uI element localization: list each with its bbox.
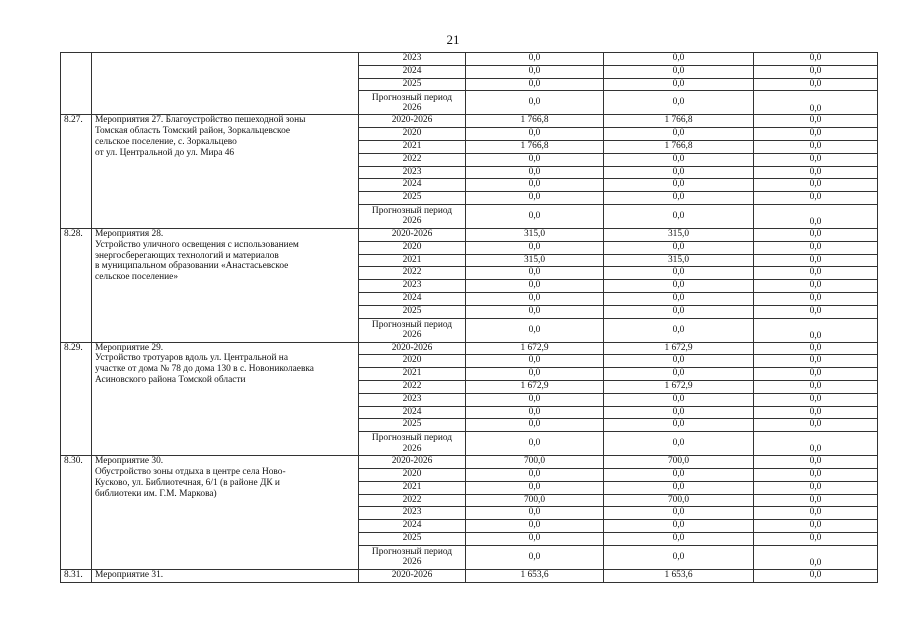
value-cell-1: 0,0	[466, 305, 604, 318]
table-row	[61, 342, 878, 355]
value-cell-1: 0,0	[466, 91, 604, 115]
value-cell-2: 0,0	[604, 318, 754, 342]
value-cell-1: 315,0	[466, 254, 604, 267]
value-cell-2: 0,0	[604, 204, 754, 228]
activity-title-line: Обустройство зоны отдыха в центре села Ново-	[95, 466, 286, 477]
value-cell-1: 0,0	[466, 65, 604, 78]
value-cell-3: 0,0	[754, 380, 878, 393]
value-cell-3: 0,0	[754, 53, 878, 66]
value-cell-3: 0,0	[754, 241, 878, 254]
value-cell-2: 0,0	[604, 520, 754, 533]
value-cell-3: 0,0	[754, 91, 878, 115]
forecast-label-line: Прогнозный период	[371, 319, 453, 330]
value-cell-2: 0,0	[604, 419, 754, 432]
value-cell-1: 0,0	[466, 545, 604, 569]
title-cell-empty	[92, 53, 359, 115]
value-cell-3: 0,0	[754, 456, 878, 469]
period-cell: 2025	[359, 78, 466, 91]
period-cell: 2020-2026	[359, 342, 466, 355]
period-forecast-cell	[359, 91, 466, 115]
value-cell-1: 1 653,6	[466, 569, 604, 582]
value-cell-2: 0,0	[604, 393, 754, 406]
value-cell-1: 0,0	[466, 393, 604, 406]
period-cell: 2025	[359, 532, 466, 545]
period-cell: 2020	[359, 355, 466, 368]
period-forecast-cell	[359, 545, 466, 569]
value-cell-2: 0,0	[604, 78, 754, 91]
value-cell-2: 1 766,8	[604, 115, 754, 128]
period-cell: 2023	[359, 280, 466, 293]
period-cell: 2023	[359, 53, 466, 66]
value-cell-3: 0,0	[754, 318, 878, 342]
period-cell: 2020	[359, 241, 466, 254]
period-cell: 2023	[359, 393, 466, 406]
value-cell-1: 0,0	[466, 355, 604, 368]
period-cell: 2020-2026	[359, 456, 466, 469]
value-cell-3: 0,0	[754, 228, 878, 241]
value-cell-1: 700,0	[466, 456, 604, 469]
value-cell-1: 0,0	[466, 192, 604, 205]
activity-title-line: Устройство тротуаров вдоль ул. Центральной на	[95, 353, 288, 364]
activity-title-line: сельское поселение, с. Зоркальцево	[95, 137, 237, 148]
activity-title	[92, 569, 359, 582]
period-cell: 2024	[359, 406, 466, 419]
table-row	[61, 53, 878, 66]
value-cell-3: 0,0	[754, 204, 878, 228]
value-cell-1: 700,0	[466, 494, 604, 507]
value-cell-3: 0,0	[754, 432, 878, 456]
period-cell: 2020-2026	[359, 115, 466, 128]
value-cell-3: 0,0	[754, 569, 878, 582]
period-cell: 2024	[359, 65, 466, 78]
value-cell-3: 0,0	[754, 532, 878, 545]
value-cell-1: 1 672,9	[466, 342, 604, 355]
value-cell-3: 0,0	[754, 520, 878, 533]
value-cell-2: 0,0	[604, 292, 754, 305]
forecast-label-line: 2026	[402, 557, 422, 568]
value-cell-1: 0,0	[466, 166, 604, 179]
activity-title	[92, 115, 359, 229]
value-cell-1: 0,0	[466, 532, 604, 545]
table-row	[61, 228, 878, 241]
period-cell: 2022	[359, 267, 466, 280]
value-cell-2: 0,0	[604, 192, 754, 205]
value-cell-1: 0,0	[466, 507, 604, 520]
value-cell-1: 0,0	[466, 179, 604, 192]
activity-title-line: Мероприятия 28.	[95, 228, 164, 239]
period-cell: 2025	[359, 419, 466, 432]
activity-title-line: Мероприятие 29.	[95, 342, 164, 353]
value-cell-1: 1 672,9	[466, 380, 604, 393]
value-cell-3: 0,0	[754, 481, 878, 494]
value-cell-2: 0,0	[604, 91, 754, 115]
value-cell-2: 0,0	[604, 305, 754, 318]
value-cell-1: 0,0	[466, 153, 604, 166]
value-cell-1: 0,0	[466, 267, 604, 280]
value-cell-3: 0,0	[754, 305, 878, 318]
value-cell-3: 0,0	[754, 342, 878, 355]
activity-title	[92, 456, 359, 570]
period-cell: 2021	[359, 368, 466, 381]
value-cell-2: 0,0	[604, 53, 754, 66]
activity-number: 8.29.	[61, 342, 92, 456]
value-cell-1: 0,0	[466, 280, 604, 293]
value-cell-3: 0,0	[754, 292, 878, 305]
value-cell-3: 0,0	[754, 128, 878, 141]
value-cell-3: 0,0	[754, 545, 878, 569]
value-cell-2: 0,0	[604, 432, 754, 456]
value-cell-2: 0,0	[604, 406, 754, 419]
value-cell-2: 0,0	[604, 355, 754, 368]
activity-title-line: энергосберегающих технологий и материалов	[95, 250, 279, 261]
activity-title-line: от ул. Центральной до ул. Мира 46	[95, 147, 235, 158]
value-cell-2: 0,0	[604, 65, 754, 78]
period-cell: 2020-2026	[359, 228, 466, 241]
value-cell-2: 1 672,9	[604, 342, 754, 355]
period-cell: 2020-2026	[359, 569, 466, 582]
value-cell-3: 0,0	[754, 254, 878, 267]
table-row	[61, 456, 878, 469]
value-cell-2: 700,0	[604, 456, 754, 469]
value-cell-1: 0,0	[466, 292, 604, 305]
value-cell-1: 0,0	[466, 520, 604, 533]
activity-number: 8.30.	[61, 456, 92, 570]
value-cell-1: 0,0	[466, 318, 604, 342]
forecast-label-line: 2026	[402, 216, 422, 227]
forecast-label-line: Прогнозный период	[371, 546, 453, 557]
value-cell-1: 0,0	[466, 128, 604, 141]
period-cell: 2025	[359, 305, 466, 318]
period-cell: 2020	[359, 128, 466, 141]
period-cell: 2021	[359, 254, 466, 267]
period-cell: 2022	[359, 494, 466, 507]
period-cell: 2025	[359, 192, 466, 205]
value-cell-2: 0,0	[604, 468, 754, 481]
value-cell-3: 0,0	[754, 468, 878, 481]
period-cell: 2024	[359, 292, 466, 305]
value-cell-3: 0,0	[754, 406, 878, 419]
value-cell-3: 0,0	[754, 166, 878, 179]
activity-title-line: Устройство уличного освещения с использованием	[95, 239, 299, 250]
value-cell-3: 0,0	[754, 192, 878, 205]
activity-title	[92, 228, 359, 342]
value-cell-1: 0,0	[466, 53, 604, 66]
value-cell-1: 315,0	[466, 228, 604, 241]
value-cell-3: 0,0	[754, 153, 878, 166]
period-forecast-cell	[359, 432, 466, 456]
forecast-label-line: 2026	[402, 443, 422, 454]
period-cell: 2020	[359, 468, 466, 481]
value-cell-2: 700,0	[604, 494, 754, 507]
value-cell-3: 0,0	[754, 368, 878, 381]
period-cell: 2023	[359, 166, 466, 179]
value-cell-2: 0,0	[604, 481, 754, 494]
activity-number: 8.28.	[61, 228, 92, 342]
forecast-label-line: Прогнозный период	[371, 433, 453, 444]
period-cell: 2023	[359, 507, 466, 520]
activity-title-line: Асиновского района Томской области	[95, 374, 246, 385]
value-cell-1: 0,0	[466, 204, 604, 228]
value-cell-2: 0,0	[604, 507, 754, 520]
value-cell-2: 0,0	[604, 241, 754, 254]
value-cell-2: 315,0	[604, 254, 754, 267]
period-cell: 2024	[359, 179, 466, 192]
activity-title-line: Мероприятие 30.	[95, 456, 164, 467]
value-cell-2: 0,0	[604, 128, 754, 141]
table-row	[61, 569, 878, 582]
value-cell-3: 0,0	[754, 65, 878, 78]
forecast-label-line: Прогнозный период	[371, 206, 453, 217]
forecast-label-line: 2026	[402, 102, 422, 113]
forecast-label-line: Прогнозный период	[371, 92, 453, 103]
value-cell-2: 0,0	[604, 153, 754, 166]
activity-title-line: Мероприятия 27. Благоустройство пешеходной зоны	[95, 115, 306, 126]
value-cell-2: 0,0	[604, 368, 754, 381]
value-cell-2: 315,0	[604, 228, 754, 241]
value-cell-3: 0,0	[754, 393, 878, 406]
number-cell-empty	[61, 53, 92, 115]
table-row	[61, 115, 878, 128]
value-cell-1: 0,0	[466, 419, 604, 432]
page-number: 21	[446, 32, 460, 47]
value-cell-3: 0,0	[754, 115, 878, 128]
value-cell-3: 0,0	[754, 355, 878, 368]
activity-title-line: библиотеки им. Г.М. Маркова)	[95, 488, 217, 499]
value-cell-1: 0,0	[466, 78, 604, 91]
value-cell-1: 1 766,8	[466, 115, 604, 128]
period-cell: 2022	[359, 153, 466, 166]
value-cell-2: 1 672,9	[604, 380, 754, 393]
activity-title-line: Кусково, ул. Библиотечная, 6/1 (в районе ДК и	[95, 477, 280, 488]
period-forecast-cell	[359, 204, 466, 228]
activity-title-line: участке от дома № 78 до дома 130 в с. Новониколаевка	[95, 364, 314, 375]
value-cell-3: 0,0	[754, 267, 878, 280]
value-cell-2: 0,0	[604, 532, 754, 545]
period-cell: 2021	[359, 481, 466, 494]
value-cell-1: 1 766,8	[466, 140, 604, 153]
value-cell-2: 0,0	[604, 179, 754, 192]
activity-number: 8.27.	[61, 115, 92, 229]
value-cell-2: 0,0	[604, 280, 754, 293]
activity-title-line: в муниципальном образовании «Анастасьевское	[95, 261, 289, 272]
value-cell-2: 0,0	[604, 267, 754, 280]
value-cell-2: 1 766,8	[604, 140, 754, 153]
value-cell-3: 0,0	[754, 179, 878, 192]
value-cell-2: 0,0	[604, 545, 754, 569]
period-cell: 2024	[359, 520, 466, 533]
value-cell-1: 0,0	[466, 432, 604, 456]
value-cell-1: 0,0	[466, 481, 604, 494]
value-cell-3: 0,0	[754, 140, 878, 153]
activity-number: 8.31.	[61, 569, 92, 582]
value-cell-3: 0,0	[754, 507, 878, 520]
period-cell: 2021	[359, 140, 466, 153]
value-cell-1: 0,0	[466, 468, 604, 481]
budget-table	[60, 52, 878, 583]
activity-title-line: Томская область Томский район, Зоркальцевское	[95, 126, 291, 137]
period-forecast-cell	[359, 318, 466, 342]
value-cell-3: 0,0	[754, 494, 878, 507]
activity-title-line: Мероприятие 31.	[95, 569, 164, 580]
value-cell-3: 0,0	[754, 78, 878, 91]
activity-title-line: сельское поселение»	[95, 272, 179, 283]
period-cell: 2022	[359, 380, 466, 393]
value-cell-1: 0,0	[466, 241, 604, 254]
forecast-label-line: 2026	[402, 330, 422, 341]
value-cell-3: 0,0	[754, 419, 878, 432]
value-cell-2: 0,0	[604, 166, 754, 179]
value-cell-3: 0,0	[754, 280, 878, 293]
activity-title	[92, 342, 359, 456]
value-cell-2: 1 653,6	[604, 569, 754, 582]
value-cell-1: 0,0	[466, 406, 604, 419]
value-cell-1: 0,0	[466, 368, 604, 381]
